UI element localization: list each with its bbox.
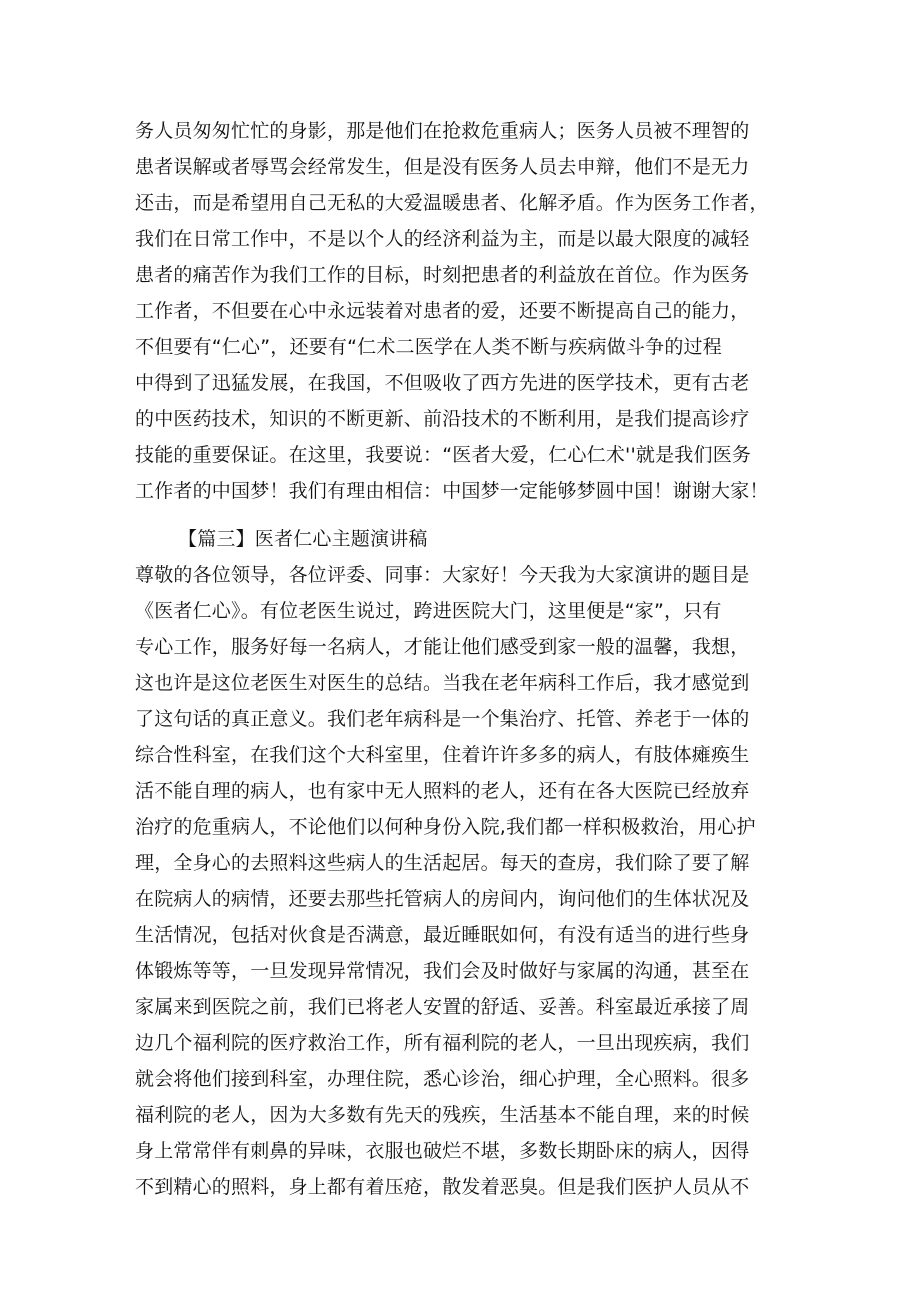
paragraph-line: 中得到了迅猛发展，在我国，不但吸收了西方先进的医学技术，更有古老 — [135, 372, 750, 394]
paragraph-line: 工作者，不但要在心中永远装着对患者的爱，还要不断提高自己的能力， — [135, 300, 750, 322]
paragraph-line: 身上常常伴有刺鼻的异味，衣服也破烂不堪，多数长期卧床的病人，因得 — [135, 1140, 750, 1162]
paragraph-line: 专心工作，服务好每一名病人，才能让他们感受到家一般的温馨，我想， — [135, 636, 750, 658]
paragraph-line: 体锻炼等等，一旦发现异常情况，我们会及时做好与家属的沟通，甚至在 — [135, 960, 750, 982]
paragraph-line: 务人员匆匆忙忙的身影，那是他们在抢救危重病人；医务人员被不理智的 — [135, 120, 750, 142]
paragraph-line: 治疗的危重病人，不论他们以何种身份入院,我们都一样积极救治，用心护 — [135, 816, 756, 838]
paragraph-line: 《医者仁心》。有位老医生说过，跨进医院大门，这里便是“家”，只有 — [135, 600, 722, 622]
paragraph-line: 不到精心的照料，身上都有着压疮，散发着恶臭。但是我们医护人员从不 — [135, 1176, 750, 1198]
paragraph-line: 患者的痛苦作为我们工作的目标，时刻把患者的利益放在首位。作为医务 — [135, 264, 750, 286]
paragraph-line: 我们在日常工作中，不是以个人的经济利益为主，而是以最大限度的减轻 — [135, 228, 750, 250]
paragraph-line: 边几个福利院的医疗救治工作，所有福利院的老人，一旦出现疾病，我们 — [135, 1032, 750, 1054]
paragraph-line: 这也许是这位老医生对医生的总结。当我在老年病科工作后，我才感觉到 — [135, 672, 750, 694]
paragraph-line: 的中医药技术，知识的不断更新、前沿技术的不断利用，是我们提高诊疗 — [135, 408, 750, 430]
paragraph-line: 尊敬的各位领导，各位评委、同事：大家好！今天我为大家演讲的题目是 — [135, 564, 750, 586]
paragraph-line: 患者误解或者辱骂会经常发生，但是没有医务人员去申辩，他们不是无力 — [135, 156, 750, 178]
paragraph-line: 理，全身心的去照料这些病人的生活起居。每天的查房，我们除了要了解 — [135, 852, 750, 874]
paragraph-line: 还击，而是希望用自己无私的大爱温暖患者、化解矛盾。作为医务工作者， — [135, 192, 769, 214]
section-heading: 【篇三】医者仁心主题演讲稿 — [178, 528, 428, 550]
paragraph-line: 工作者的中国梦！我们有理由相信：中国梦一定能够梦圆中国！谢谢大家！ — [135, 480, 769, 502]
paragraph-line: 综合性科室，在我们这个大科室里，住着许许多多的病人，有肢体瘫痪生 — [135, 744, 750, 766]
paragraph-line: 不但要有“仁心”，还要有“仁术二医学在人类不断与疾病做斗争的过程 — [135, 336, 722, 358]
paragraph-line: 生活情况，包括对伙食是否满意，最近睡眠如何，有没有适当的进行些身 — [135, 924, 750, 946]
paragraph-line: 技能的重要保证。在这里，我要说：“医者大爱，仁心仁术''就是我们医务 — [135, 444, 752, 466]
paragraph-line: 在院病人的病情，还要去那些托管病人的房间内，询问他们的生体状况及 — [135, 888, 750, 910]
paragraph-line: 家属来到医院之前，我们已将老人安置的舒适、妥善。科室最近承接了周 — [135, 996, 750, 1018]
paragraph-line: 福利院的老人，因为大多数有先天的残疾，生活基本不能自理，来的时候 — [135, 1104, 750, 1126]
paragraph-line: 活不能自理的病人，也有家中无人照料的老人，还有在各大医院已经放弃 — [135, 780, 750, 802]
paragraph-line: 了这句话的真正意义。我们老年病科是一个集治疗、托管、养老于一体的 — [135, 708, 750, 730]
paragraph-line: 就会将他们接到科室，办理住院，悉心诊治，细心护理，全心照料。很多 — [135, 1068, 750, 1090]
